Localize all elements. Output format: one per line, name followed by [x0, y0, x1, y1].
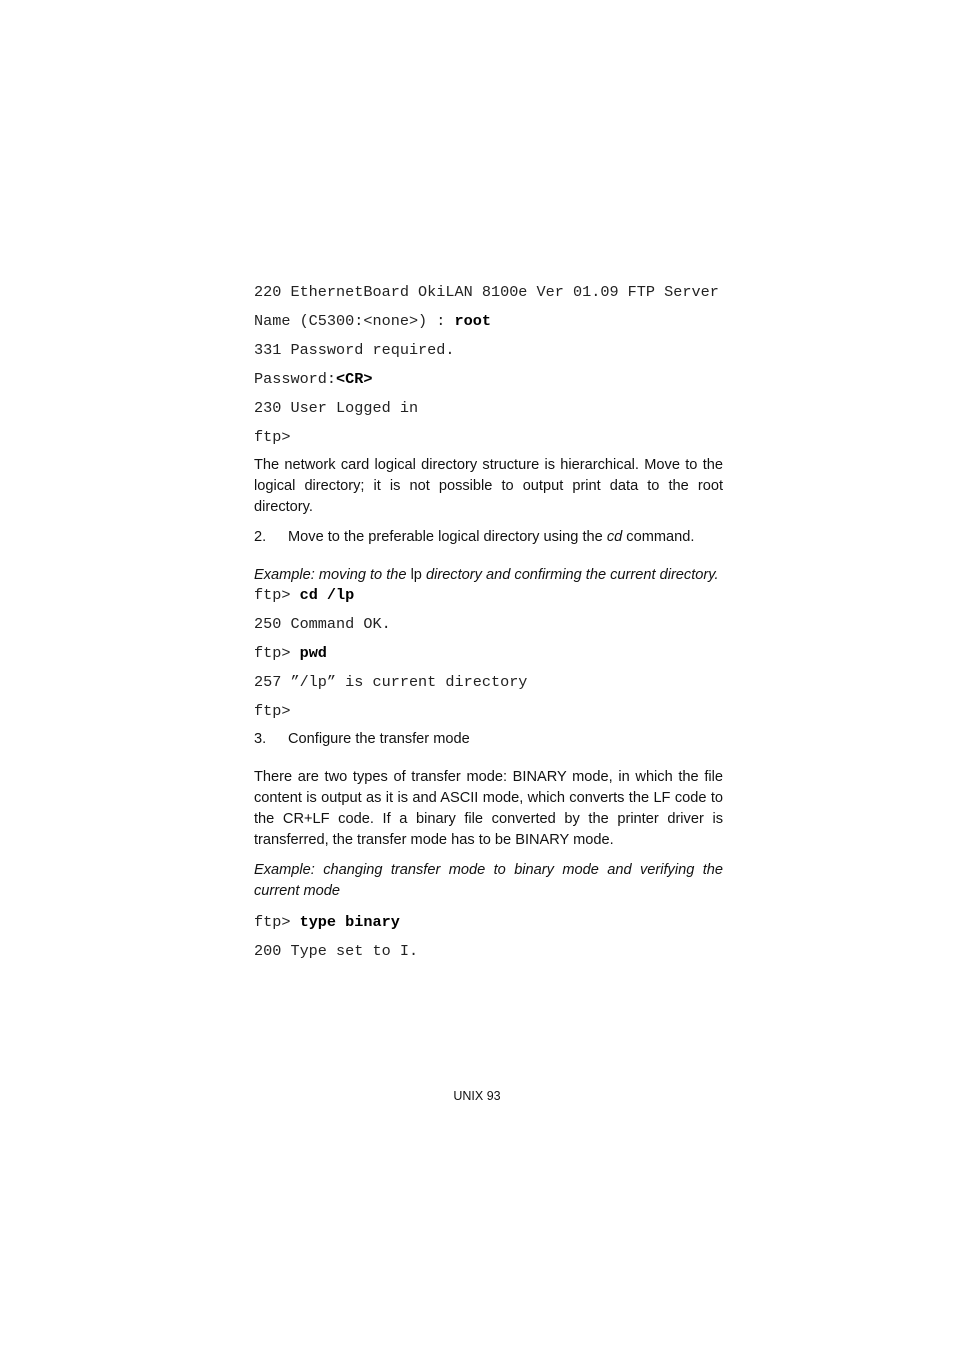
step-3-number: 3.	[254, 731, 267, 747]
password-prompt: Password:	[254, 370, 337, 388]
example-1	[254, 565, 723, 586]
step-2-number: 2.	[254, 529, 267, 545]
current-directory-line: 257 ”/lp” is current directory	[254, 673, 528, 691]
name-prompt-line	[254, 312, 723, 331]
password-required-line: 331 Password required.	[254, 341, 455, 359]
example-1-term: lp	[410, 567, 422, 583]
pwd-command: pwd	[299, 644, 327, 662]
step-2	[254, 527, 723, 548]
cd-command: cd /lp	[299, 586, 355, 604]
step-3-text: Configure the transfer mode	[288, 731, 470, 747]
type-prompt: ftp>	[254, 913, 300, 931]
password-input: <CR>	[336, 370, 373, 388]
type-binary-line	[254, 913, 723, 932]
transfer-modes-paragraph: There are two types of transfer mode: BINARY mode, in which the file content is output as it is and ASCII mode, which converts the LF code to the CR+LF code. If a binary file converted by the printer driver is transferred, the transfer mode has to be BINARY mode.	[254, 769, 723, 848]
name-prompt: Name (C5300:<none>) :	[254, 312, 455, 330]
page-content	[254, 283, 723, 971]
cd-prompt: ftp>	[254, 586, 300, 604]
command-ok-line: 250 Command OK.	[254, 615, 391, 633]
example-1-post: directory and confirming the current directory.	[421, 567, 719, 583]
logged-in-line: 230 User Logged in	[254, 399, 419, 417]
step-2-text	[288, 527, 694, 548]
ftp-prompt-line-2: ftp>	[254, 702, 291, 720]
page-footer: UNIX 93	[453, 1089, 501, 1103]
example-2: Example: changing transfer mode to binary mode and verifying the current mode	[254, 862, 723, 899]
type-set-line: 200 Type set to I.	[254, 942, 419, 960]
step-2-text-post: command.	[622, 529, 695, 545]
step-3	[254, 729, 723, 750]
hierarchy-paragraph: The network card logical directory structure is hierarchical. Move to the logical directory; it is not possible to output print data to the root directory.	[254, 457, 723, 515]
password-prompt-line	[254, 370, 723, 389]
ftp-banner: 220 EthernetBoard OkiLAN 8100e Ver 01.09 FTP Server	[254, 283, 719, 301]
pwd-prompt: ftp>	[254, 644, 300, 662]
step-2-command: cd	[606, 529, 623, 545]
pwd-command-line	[254, 644, 723, 663]
cd-command-line	[254, 586, 723, 605]
name-input: root	[454, 312, 491, 330]
example-1-pre: Example: moving to the	[254, 567, 411, 583]
ftp-prompt-line: ftp>	[254, 428, 291, 446]
step-2-text-pre: Move to the preferable logical directory using the	[288, 529, 607, 545]
type-binary-command: type binary	[299, 913, 400, 931]
